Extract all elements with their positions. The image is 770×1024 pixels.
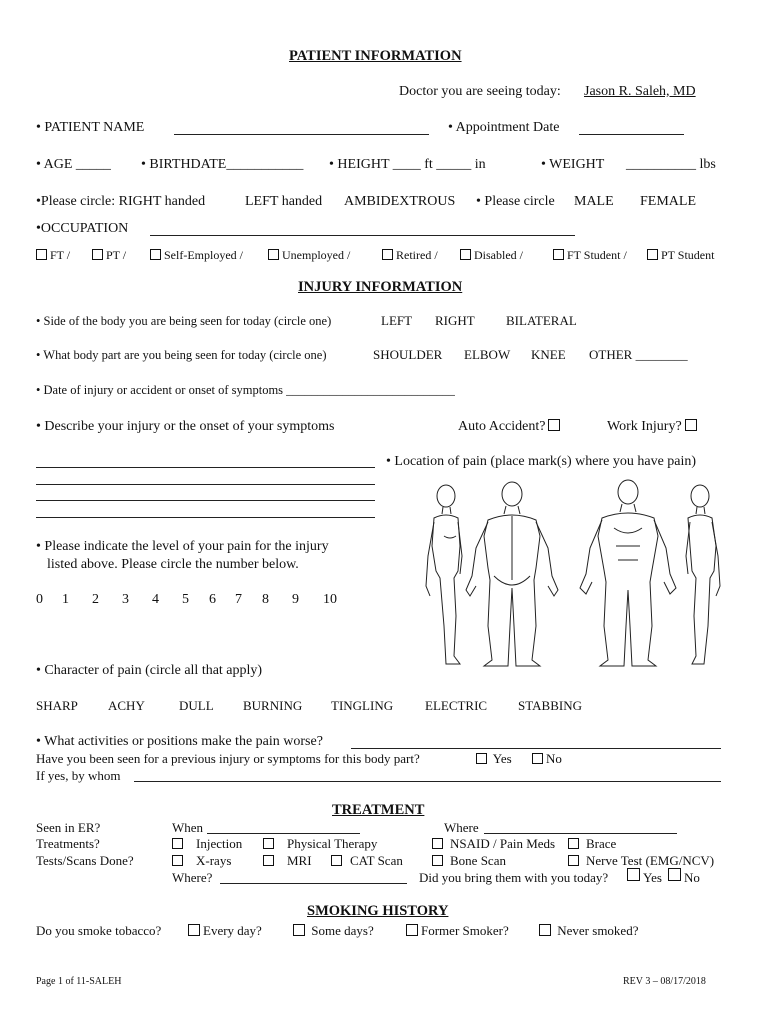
checkbox-icon[interactable] [532, 753, 543, 764]
when-label: When [172, 820, 204, 835]
smoke-some-days-option[interactable]: Some days? [293, 923, 374, 939]
patient-name-field[interactable] [174, 134, 429, 135]
brace-label: Brace [586, 836, 617, 851]
describe-line-4[interactable] [36, 517, 375, 518]
patient-name-label: • PATIENT NAME [36, 120, 145, 135]
occupation-label: •OCCUPATION [36, 221, 129, 236]
describe-line-2[interactable] [36, 484, 375, 485]
checkbox-icon[interactable] [188, 924, 200, 936]
pain-scale-0[interactable]: 0 [36, 592, 43, 607]
nsaid-label: NSAID / Pain Meds [450, 836, 556, 851]
character-sharp[interactable]: SHARP [36, 698, 78, 713]
checkbox-icon[interactable] [382, 249, 393, 260]
bring-no-label: No [684, 870, 700, 885]
checkbox-icon[interactable] [268, 249, 279, 260]
body-part-label: • What body part are you being seen for today (circle one) [36, 348, 327, 362]
auto-accident-checkbox-icon[interactable] [548, 419, 560, 431]
work-injury-label[interactable]: Work Injury? [607, 419, 700, 435]
physical-therapy-label: Physical Therapy [287, 836, 378, 851]
where2-field[interactable] [220, 883, 407, 884]
weight-unit: __________ lbs [626, 157, 716, 172]
injury-date-label[interactable]: • Date of injury or accident or onset of symptoms ___________________________ [36, 383, 455, 397]
pain-worse-field[interactable] [351, 748, 721, 749]
appointment-date-field[interactable] [579, 134, 684, 135]
smoke-never-option[interactable]: Never smoked? [539, 923, 638, 939]
part-other-option[interactable]: OTHER ________ [589, 347, 688, 362]
bring-yes-checkbox-icon[interactable] [627, 868, 640, 881]
xrays-checkbox-icon[interactable] [172, 855, 183, 866]
xrays-label: X-rays [196, 853, 232, 868]
previous-yes-option[interactable]: Yes [476, 751, 512, 767]
occupation-ft[interactable]: FT / [36, 248, 70, 263]
treatments-label: Treatments? [36, 836, 100, 851]
bone-scan-label: Bone Scan [450, 853, 506, 868]
handedness-label[interactable]: •Please circle: RIGHT handed [36, 194, 206, 209]
female-option[interactable]: FEMALE [640, 194, 696, 209]
doctor-name: Jason R. Saleh, MD [584, 84, 696, 99]
occupation-ft-student[interactable]: FT Student / [553, 248, 627, 263]
side-right-option[interactable]: RIGHT [435, 313, 475, 328]
pain-scale-2[interactable]: 2 [92, 592, 99, 607]
treatment-title: TREATMENT [332, 802, 425, 818]
bring-no-checkbox-icon[interactable] [668, 868, 681, 881]
character-stabbing[interactable]: STABBING [518, 698, 582, 713]
body-front-figure [580, 480, 676, 666]
side-bilateral-option[interactable]: BILATERAL [506, 313, 577, 328]
pain-location-label: • Location of pain (place mark(s) where you have pain) [386, 454, 697, 469]
checkbox-icon[interactable] [553, 249, 564, 260]
checkbox-icon[interactable] [539, 924, 551, 936]
describe-line-1[interactable] [36, 467, 375, 468]
physical-therapy-checkbox-icon[interactable] [263, 838, 274, 849]
birthdate-label: • BIRTHDATE___________ [141, 157, 304, 172]
male-option[interactable]: MALE [574, 194, 614, 209]
occupation-field[interactable] [150, 235, 575, 236]
smoking-title: SMOKING HISTORY [307, 903, 449, 919]
doctor-label: Doctor you are seeing today: [399, 84, 561, 99]
where-label: Where [444, 820, 479, 835]
character-tingling[interactable]: TINGLING [331, 698, 394, 713]
pain-scale-3[interactable]: 3 [122, 592, 129, 607]
nsaid-checkbox-icon[interactable] [432, 838, 443, 849]
previous-injury-label: Have you been seen for a previous injury or symptoms for this body part? [36, 751, 420, 766]
age-label: • AGE _____ [36, 157, 111, 172]
work-injury-checkbox-icon[interactable] [685, 419, 697, 431]
pain-level-line-1: • Please indicate the level of your pain for the injury [36, 539, 329, 554]
if-yes-field[interactable] [134, 781, 721, 782]
tests-done-label: Tests/Scans Done? [36, 853, 134, 868]
injection-checkbox-icon[interactable] [172, 838, 183, 849]
pain-scale-1[interactable]: 1 [62, 592, 69, 607]
checkbox-icon[interactable] [476, 753, 487, 764]
body-diagram[interactable] [410, 476, 730, 672]
appointment-date-label: • Appointment Date [448, 120, 560, 135]
occupation-retired[interactable]: Retired / [382, 248, 438, 263]
part-shoulder-option[interactable]: SHOULDER [373, 347, 443, 362]
occupation-self-employed[interactable]: Self-Employed / [150, 248, 243, 263]
describe-line-3[interactable] [36, 500, 375, 501]
side-label: • Side of the body you are being seen for today (circle one) [36, 314, 332, 328]
nerve-test-checkbox-icon[interactable] [568, 855, 579, 866]
pain-scale-8[interactable]: 8 [262, 592, 269, 607]
pain-scale-4[interactable]: 4 [152, 592, 159, 607]
seen-er-label: Seen in ER? [36, 820, 101, 835]
cat-scan-checkbox-icon[interactable] [331, 855, 342, 866]
smoke-former-option[interactable]: Former Smoker? [406, 923, 509, 939]
auto-accident-label[interactable]: Auto Accident? [458, 419, 563, 435]
nerve-test-label: Nerve Test (EMG/NCV) [586, 853, 715, 868]
pain-scale-5[interactable]: 5 [182, 592, 189, 607]
mri-label: MRI [287, 853, 312, 868]
checkbox-icon[interactable] [293, 924, 305, 936]
character-burning[interactable]: BURNING [243, 698, 303, 713]
pain-level-line-2: listed above. Please circle the number below. [47, 557, 299, 572]
side-left-option[interactable]: LEFT [381, 313, 413, 328]
brace-checkbox-icon[interactable] [568, 838, 579, 849]
page-number: Page 1 of 11-SALEH [36, 976, 122, 987]
character-achy[interactable]: ACHY [108, 698, 145, 713]
patient-info-title: PATIENT INFORMATION [289, 48, 462, 64]
pain-worse-label: • What activities or positions make the pain worse? [36, 734, 323, 749]
checkbox-icon[interactable] [406, 924, 418, 936]
gender-label: • Please circle [476, 194, 555, 209]
where-field[interactable] [484, 833, 677, 834]
when-field[interactable] [207, 833, 360, 834]
mri-checkbox-icon[interactable] [263, 855, 274, 866]
pain-scale-10[interactable]: 10 [323, 592, 337, 607]
checkbox-icon[interactable] [92, 249, 103, 260]
ambidextrous-option[interactable]: AMBIDEXTROUS [344, 194, 456, 209]
revision-label: REV 3 – 08/17/2018 [623, 976, 706, 987]
body-back-figure [466, 482, 558, 666]
pain-scale-6[interactable]: 6 [209, 592, 216, 607]
left-handed-option[interactable]: LEFT handed [245, 194, 323, 209]
checkbox-icon[interactable] [36, 249, 47, 260]
character-dull[interactable]: DULL [179, 698, 214, 713]
bone-scan-checkbox-icon[interactable] [432, 855, 443, 866]
occupation-pt-student[interactable]: PT Student [647, 248, 714, 263]
where2-label: Where? [172, 870, 213, 885]
character-electric[interactable]: ELECTRIC [425, 698, 488, 713]
body-side-left-figure [426, 485, 462, 664]
describe-injury-label: • Describe your injury or the onset of your symptoms [36, 419, 335, 434]
occupation-unemployed[interactable]: Unemployed / [268, 248, 350, 263]
height-label: • HEIGHT ____ ft _____ in [329, 157, 486, 172]
part-elbow-option[interactable]: ELBOW [464, 347, 511, 362]
occupation-pt[interactable]: PT / [92, 248, 126, 263]
weight-label: • WEIGHT [541, 157, 605, 172]
previous-no-option[interactable]: No [532, 751, 562, 767]
body-side-right-figure [686, 485, 720, 664]
smoke-question: Do you smoke tobacco? [36, 923, 162, 938]
checkbox-icon[interactable] [647, 249, 658, 260]
checkbox-icon[interactable] [460, 249, 471, 260]
part-knee-option[interactable]: KNEE [531, 347, 566, 362]
if-yes-label: If yes, by whom [36, 768, 121, 783]
cat-scan-label: CAT Scan [350, 853, 403, 868]
bring-yes-label: Yes [643, 870, 662, 885]
smoke-every-day-option[interactable]: Every day? [188, 923, 262, 939]
pain-scale-7[interactable]: 7 [235, 592, 242, 607]
injection-label: Injection [196, 836, 243, 851]
occupation-disabled[interactable]: Disabled / [460, 248, 523, 263]
pain-character-label: • Character of pain (circle all that apply) [36, 663, 263, 678]
pain-scale-9[interactable]: 9 [292, 592, 299, 607]
checkbox-icon[interactable] [150, 249, 161, 260]
injury-info-title: INJURY INFORMATION [298, 279, 463, 295]
bring-label: Did you bring them with you today? [419, 870, 609, 885]
